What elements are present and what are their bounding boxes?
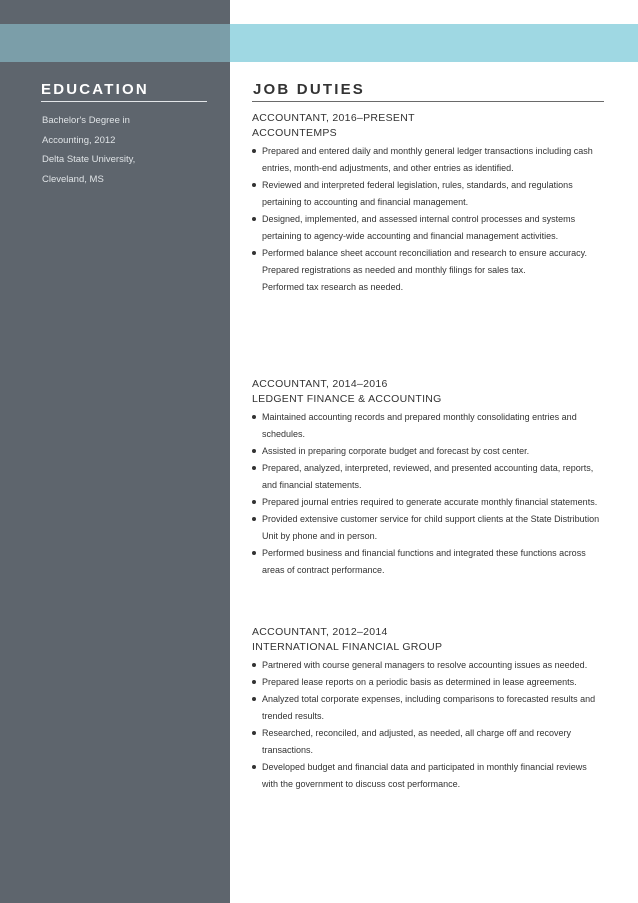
duty-item <box>252 443 604 460</box>
duty-text: Analyzed total corporate expenses, including comparisons to forecasted results and trended results. <box>262 694 596 721</box>
education-details <box>42 111 212 189</box>
duty-list <box>252 409 604 579</box>
duty-item <box>252 211 604 245</box>
duty-item <box>252 279 604 296</box>
duty-item <box>252 674 604 691</box>
education-line: Delta State University, <box>42 154 136 165</box>
duty-text: Prepared journal entries required to generate accurate monthly financial statements. <box>262 497 598 507</box>
job-title: ACCOUNTANT, 2016–PRESENT <box>252 112 415 124</box>
duty-item <box>252 691 604 725</box>
duty-item <box>252 494 604 511</box>
sidebar-header-band <box>0 24 230 62</box>
bullet-icon <box>252 217 256 221</box>
duty-text: Assisted in preparing corporate budget and forecast by cost center. <box>262 446 530 456</box>
bullet-icon <box>252 500 256 504</box>
duty-text: Reviewed and interpreted federal legislation, rules, standards, and regulations pertaining to accounting and financial management. <box>262 180 573 207</box>
duty-item <box>252 143 604 177</box>
job-title: ACCOUNTANT, 2014–2016 <box>252 378 388 390</box>
duty-list <box>252 657 604 793</box>
duty-item <box>252 511 604 545</box>
duty-item <box>252 725 604 759</box>
duty-text: Performed balance sheet account reconciliation and research to ensure accuracy. <box>262 248 588 258</box>
bullet-icon <box>252 149 256 153</box>
bullet-icon <box>252 183 256 187</box>
duty-item <box>252 545 604 579</box>
bullet-icon <box>252 731 256 735</box>
job-title: ACCOUNTANT, 2012–2014 <box>252 626 388 638</box>
bullet-icon <box>252 251 256 255</box>
job-duties-divider <box>252 101 604 102</box>
job-duties-heading: JOB DUTIES <box>253 81 366 98</box>
job-company: LEDGENT FINANCE & ACCOUNTING <box>252 393 442 405</box>
bullet-icon <box>252 415 256 419</box>
education-line: Cleveland, MS <box>42 173 104 185</box>
job-company: INTERNATIONAL FINANCIAL GROUP <box>252 641 443 653</box>
duty-text: Maintained accounting records and prepared monthly consolidating entries and schedules. <box>262 412 577 439</box>
job-entry <box>252 625 604 793</box>
duty-item <box>252 759 604 793</box>
main-header-band <box>230 24 638 62</box>
duty-item <box>252 657 604 674</box>
bullet-icon <box>252 449 256 453</box>
bullet-icon <box>252 680 256 684</box>
bullet-icon <box>252 697 256 701</box>
duty-item <box>252 177 604 211</box>
education-divider <box>41 101 207 102</box>
duty-text: Performed business and financial functions and integrated these functions across areas of contract performance. <box>262 548 586 575</box>
bullet-icon <box>252 551 256 555</box>
duty-text: Prepared registrations as needed and monthly filings for sales tax. <box>262 265 526 275</box>
job-entry <box>252 111 604 296</box>
bullet-icon <box>252 663 256 667</box>
duty-item <box>252 245 604 262</box>
job-company: ACCOUNTEMPS <box>252 127 337 139</box>
education-line: Accounting, 2012 <box>42 134 116 146</box>
duty-item <box>252 262 604 279</box>
duty-text: Developed budget and financial data and participated in monthly financial reviews with the government to discuss cost performance. <box>262 762 587 789</box>
duty-text: Provided extensive customer service for child support clients at the State Distribution Unit by phone and in person. <box>262 514 600 541</box>
duty-item <box>252 409 604 443</box>
duty-text: Designed, implemented, and assessed internal control processes and systems pertaining to agency-wide accounting and financial management activities. <box>262 214 576 241</box>
job-entry <box>252 377 604 579</box>
bullet-icon <box>252 765 256 769</box>
bullet-icon <box>252 517 256 521</box>
duty-text: Prepared and entered daily and monthly general ledger transactions including cash entries, month-end adjustments, and other entries as identified. <box>262 146 593 173</box>
duty-list <box>252 143 604 296</box>
bullet-icon <box>252 466 256 470</box>
duty-text: Prepared, analyzed, interpreted, reviewed, and presented accounting data, reports, and financial statements. <box>262 463 594 490</box>
duty-text: Performed tax research as needed. <box>262 282 404 292</box>
duty-text: Prepared lease reports on a periodic basis as determined in lease agreements. <box>262 677 577 687</box>
duty-text: Partnered with course general managers to resolve accounting issues as needed. <box>262 660 588 670</box>
duty-text: Researched, reconciled, and adjusted, as needed, all charge off and recovery transactions. <box>262 728 572 755</box>
education-line: Bachelor's Degree in <box>42 115 130 126</box>
education-heading: EDUCATION <box>41 81 149 98</box>
duty-item <box>252 460 604 494</box>
